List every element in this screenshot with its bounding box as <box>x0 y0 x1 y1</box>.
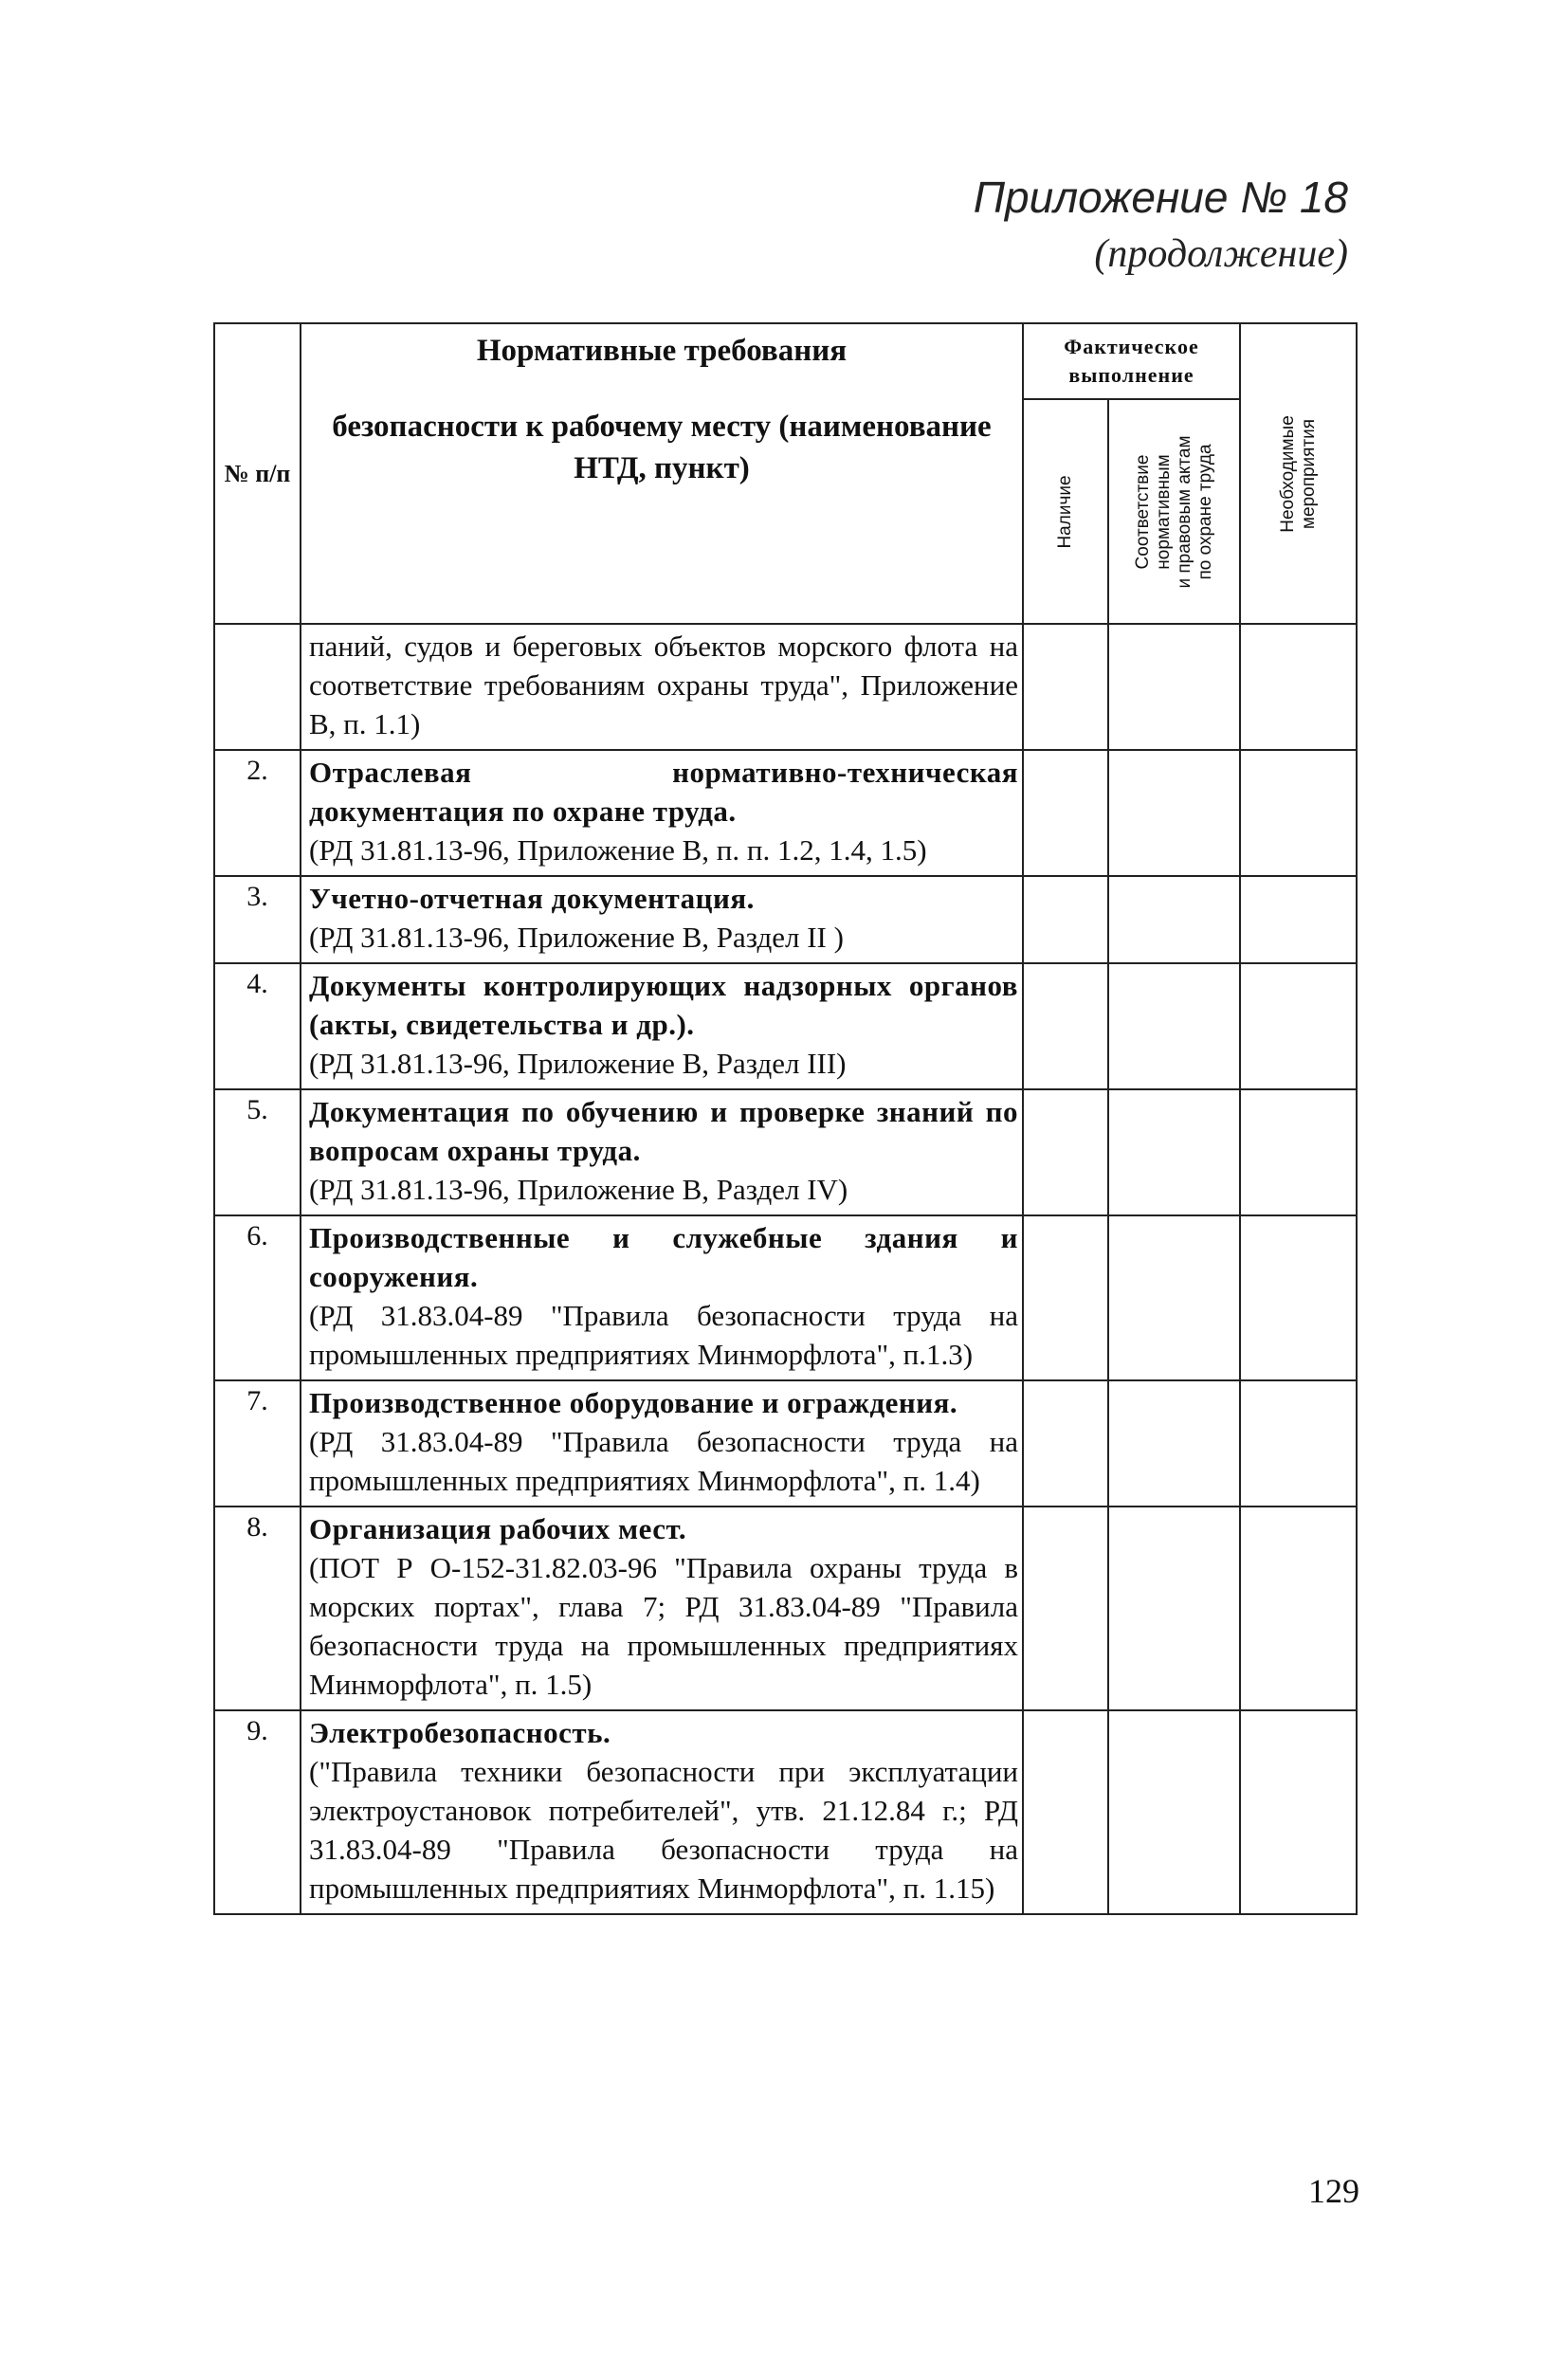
header-measures <box>1240 323 1357 624</box>
row-reference: (РД 31.83.04-89 "Правила безопасности труда на промышленных предприятиях Минморфлота", п. 1.4) <box>309 1425 1018 1497</box>
row-number: 7. <box>214 1380 301 1507</box>
row-number <box>214 624 301 750</box>
row-requirement <box>301 750 1023 876</box>
header-compliance-line4: по охране труда <box>1194 443 1215 580</box>
row-title: Учетно-отчетная документация. <box>309 882 755 915</box>
header-fact-group: Фактическое выполнение <box>1023 323 1240 399</box>
presence-cell <box>1023 963 1108 1089</box>
measures-cell <box>1240 1215 1357 1380</box>
row-reference: (РД 31.81.13-96, Приложение В, Раздел IV) <box>309 1173 848 1206</box>
header-compliance-line1: Соответствие <box>1132 454 1153 569</box>
header-compliance-line2: нормативным <box>1153 453 1174 570</box>
row-number: 2. <box>214 750 301 876</box>
row-reference: (ПОТ Р О-152-31.82.03-96 "Правила охраны труда в морских портах", глава 7; РД 31.83.04-89 "Правила безопасности труда на промышленных предприятиях Минморфлота", п. 1.5) <box>309 1551 1018 1701</box>
header-measures-line2: мероприятия <box>1298 418 1319 529</box>
row-number: 3. <box>214 876 301 963</box>
row-title: Организация рабочих мест. <box>309 1512 687 1545</box>
measures-cell <box>1240 1089 1357 1215</box>
row-reference: паний, судов и береговых объектов морского флота на соответствие требованиям охраны труда", Приложение В, п. 1.1) <box>309 630 1018 740</box>
row-requirement <box>301 624 1023 750</box>
compliance-cell <box>1108 750 1240 876</box>
measures-cell <box>1240 876 1357 963</box>
table-row <box>214 750 1357 876</box>
presence-cell <box>1023 876 1108 963</box>
header-requirements <box>301 323 1023 624</box>
compliance-cell <box>1108 1507 1240 1710</box>
appendix-heading <box>974 169 1348 283</box>
measures-cell <box>1240 1710 1357 1914</box>
header-requirements-line2: безопасности к рабочему месту (наименование НТД, пункт) <box>332 410 992 485</box>
row-number: 6. <box>214 1215 301 1380</box>
measures-cell <box>1240 963 1357 1089</box>
header-compliance <box>1108 399 1240 624</box>
row-number: 4. <box>214 963 301 1089</box>
presence-cell <box>1023 1507 1108 1710</box>
presence-cell <box>1023 1089 1108 1215</box>
header-compliance-line3: и правовым актам <box>1174 434 1194 589</box>
presence-cell <box>1023 1380 1108 1507</box>
compliance-cell <box>1108 876 1240 963</box>
row-requirement <box>301 1089 1023 1215</box>
row-number: 8. <box>214 1507 301 1710</box>
header-requirements-line1: Нормативные требования <box>476 334 848 368</box>
compliance-cell <box>1108 624 1240 750</box>
table-row <box>214 876 1357 963</box>
presence-cell <box>1023 1710 1108 1914</box>
measures-cell <box>1240 1380 1357 1507</box>
presence-cell <box>1023 1215 1108 1380</box>
row-title: Электробезопасность. <box>309 1716 611 1749</box>
row-number: 9. <box>214 1710 301 1914</box>
row-title: Документация по обучению и проверке знаний по вопросам охраны труда. <box>309 1095 1018 1167</box>
row-reference: (РД 31.81.13-96, Приложение В, Раздел III) <box>309 1047 847 1080</box>
presence-cell <box>1023 750 1108 876</box>
table-row <box>214 1215 1357 1380</box>
row-title: Производственные и служебные здания и сооружения. <box>309 1221 1018 1293</box>
header-presence <box>1023 399 1108 624</box>
header-row-top <box>214 323 1357 399</box>
compliance-cell <box>1108 1215 1240 1380</box>
page-number: 129 <box>1308 2172 1359 2210</box>
row-requirement <box>301 963 1023 1089</box>
header-measures-line1: Необходимые <box>1277 414 1298 533</box>
table-row <box>214 1089 1357 1215</box>
presence-cell <box>1023 624 1108 750</box>
row-title: Отраслевая нормативно-техническая документация по охране труда. <box>309 756 1018 828</box>
compliance-cell <box>1108 1380 1240 1507</box>
compliance-cell <box>1108 1089 1240 1215</box>
row-number: 5. <box>214 1089 301 1215</box>
row-reference: (РД 31.81.13-96, Приложение В, Раздел II ) <box>309 921 844 954</box>
header-presence-label: Наличие <box>1055 474 1075 549</box>
table-row <box>214 1710 1357 1914</box>
row-requirement <box>301 1507 1023 1710</box>
row-reference: (РД 31.81.13-96, Приложение В, п. п. 1.2, 1.4, 1.5) <box>309 833 927 867</box>
row-title: Производственное оборудование и ограждения. <box>309 1386 958 1419</box>
compliance-cell <box>1108 963 1240 1089</box>
measures-cell <box>1240 1507 1357 1710</box>
appendix-title: Приложение № 18 <box>973 173 1348 222</box>
header-num: № п/п <box>214 323 301 624</box>
row-requirement <box>301 1380 1023 1507</box>
table-row <box>214 1380 1357 1507</box>
table-row <box>214 963 1357 1089</box>
row-requirement <box>301 1215 1023 1380</box>
table-row <box>214 624 1357 750</box>
measures-cell <box>1240 624 1357 750</box>
table-row <box>214 1507 1357 1710</box>
measures-cell <box>1240 750 1357 876</box>
row-requirement <box>301 1710 1023 1914</box>
row-reference: ("Правила техники безопасности при эксплуатации электроустановок потребителей", утв. 21.12.84 г.; РД 31.83.04-89 "Правила безопасности труда на промышленных предприятиях Минморфлота", п. 1.15) <box>309 1755 1018 1905</box>
row-requirement <box>301 876 1023 963</box>
row-reference: (РД 31.83.04-89 "Правила безопасности труда на промышленных предприятиях Минморфлота", п.1.3) <box>309 1299 1018 1371</box>
appendix-subtitle: (продолжение) <box>1094 232 1348 276</box>
row-title: Документы контролирующих надзорных органов (акты, свидетельства и др.). <box>309 969 1018 1041</box>
compliance-cell <box>1108 1710 1240 1914</box>
safety-requirements-table <box>213 322 1358 1915</box>
